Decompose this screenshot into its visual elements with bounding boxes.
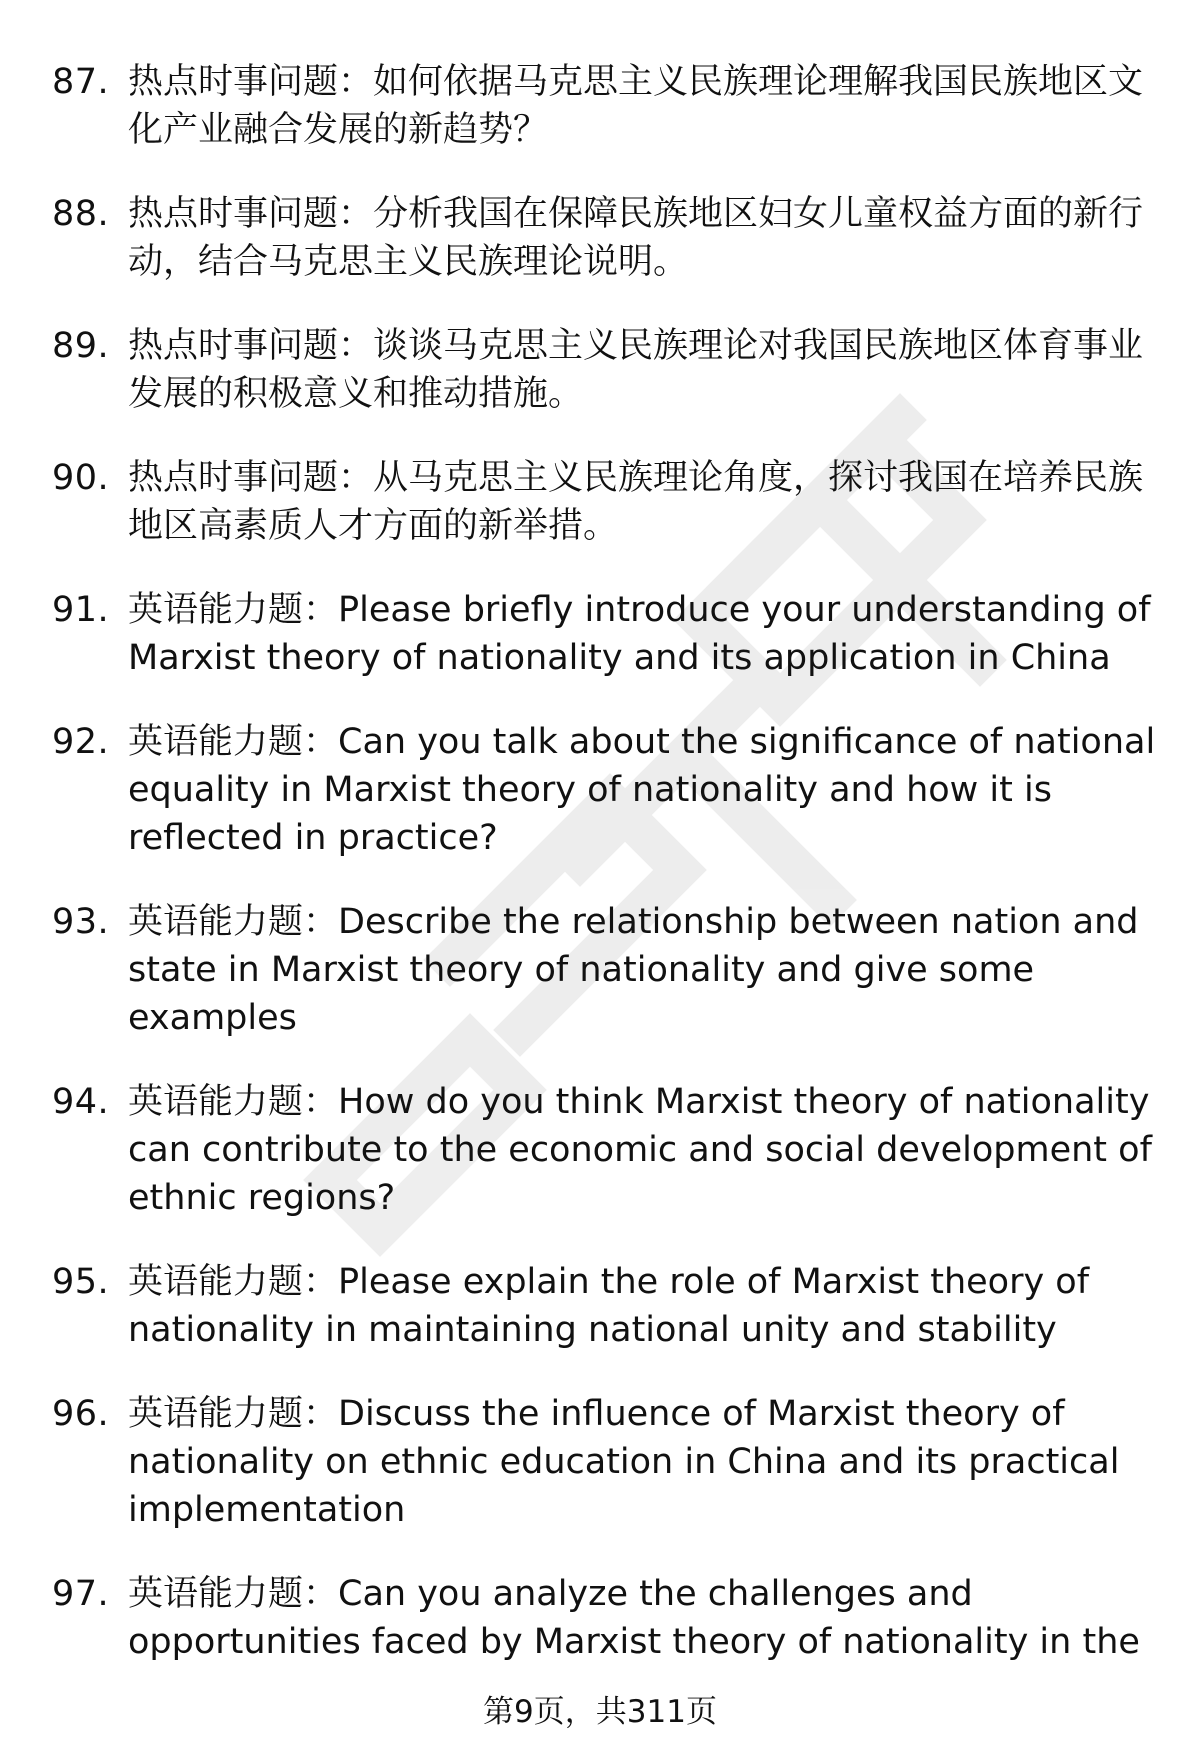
page-number-label: 第9页，共311页 [483, 1694, 717, 1730]
question-item [52, 1390, 1162, 1534]
question-text: 英语能力题：Please briefly introduce your understanding of Marxist theory of nationality and its application in China [128, 590, 1151, 678]
question-text: 英语能力题：Can you talk about the significance of national equality in Marxist theory of nationality and how it is reflected in practice? [128, 722, 1156, 858]
question-item [52, 586, 1162, 682]
question-number: 93. [52, 902, 110, 942]
question-item [52, 190, 1162, 286]
question-number: 95. [52, 1262, 110, 1302]
question-number: 96. [52, 1394, 110, 1434]
question-text: 热点时事问题：如何依据马克思主义民族理论理解我国民族地区文化产业融合发展的新趋势？ [128, 62, 1144, 150]
page-footer [0, 1692, 1200, 1732]
question-number: 88. [52, 194, 110, 234]
question-text: 热点时事问题：分析我国在保障民族地区妇女儿童权益方面的新行动，结合马克思主义民族理论说明。 [128, 194, 1144, 282]
question-item [52, 58, 1162, 154]
question-text: 英语能力题：Can you analyze the challenges and opportunities faced by Marxist theory of nationality in the [128, 1574, 1140, 1662]
question-item [52, 454, 1162, 550]
question-number: 92. [52, 722, 110, 762]
question-text: 英语能力题：Please explain the role of Marxist theory of nationality in maintaining national unity and stability [128, 1262, 1090, 1350]
question-number: 97. [52, 1574, 110, 1614]
question-text: 英语能力题：Describe the relationship between nation and state in Marxist theory of nationality and give some examples [128, 902, 1139, 1038]
question-number: 87. [52, 62, 110, 102]
question-number: 90. [52, 458, 110, 498]
question-text: 英语能力题：How do you think Marxist theory of nationality can contribute to the economic and social development of ethnic regions? [128, 1082, 1152, 1218]
question-item [52, 1570, 1162, 1666]
question-text: 英语能力题：Discuss the influence of Marxist theory of nationality on ethnic education in China and its practical implementation [128, 1394, 1120, 1530]
question-number: 94. [52, 1082, 110, 1122]
question-item [52, 718, 1162, 862]
question-text: 热点时事问题：从马克思主义民族理论角度，探讨我国在培养民族地区高素质人才方面的新举措。 [128, 458, 1144, 546]
question-text: 热点时事问题：谈谈马克思主义民族理论对我国民族地区体育事业发展的积极意义和推动措施。 [128, 326, 1144, 414]
question-list [52, 58, 1162, 1702]
question-item [52, 898, 1162, 1042]
question-number: 91. [52, 590, 110, 630]
question-number: 89. [52, 326, 110, 366]
question-item [52, 1258, 1162, 1354]
question-item [52, 322, 1162, 418]
question-item [52, 1078, 1162, 1222]
